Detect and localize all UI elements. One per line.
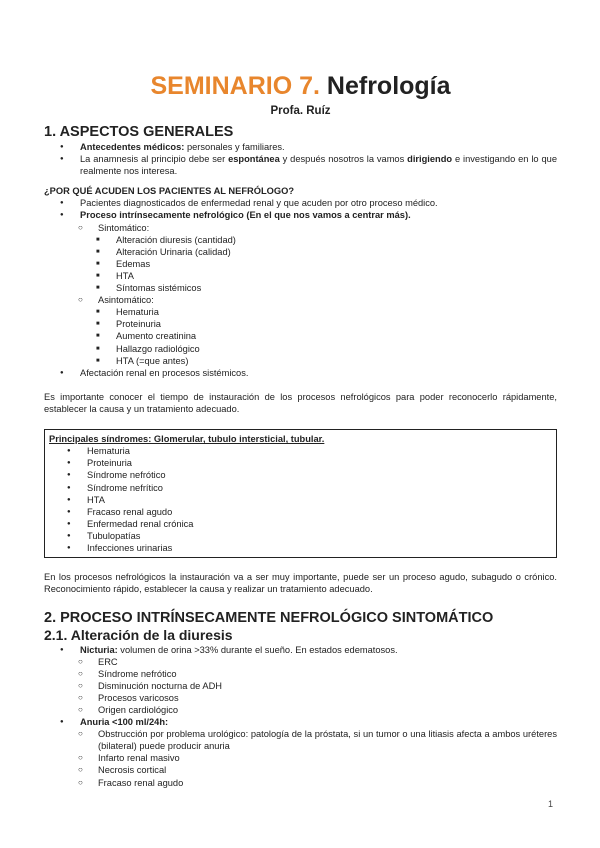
list-item: ● Síndrome nefrótico (49, 469, 552, 481)
list-item: ● La anamnesis al principio debe ser espontánea y después nosotros la vamos dirigiendo e investigando en lo que realmente nos interesa. (44, 153, 557, 177)
list-item: ■ Hematuria (44, 306, 557, 318)
list-item: ○ Fracaso renal agudo (44, 777, 557, 789)
list-item: ● Síndrome nefrítico (49, 482, 552, 494)
general-list (44, 141, 557, 177)
page-number: 1 (548, 799, 554, 809)
list-item: ● Infecciones urinarias (49, 542, 552, 554)
section2-heading: 2. PROCESO INTRÍNSECAMENTE NEFROLÓGICO SINTOMÁTICO (44, 609, 494, 626)
list-item: ■ Alteración Urinaria (calidad) (44, 246, 557, 258)
list-item: ● HTA (49, 494, 552, 506)
syndromes-list (49, 445, 552, 554)
list-item: ■ Síntomas sistémicos (44, 282, 557, 294)
list-item: ■ HTA (=que antes) (44, 355, 557, 367)
subtitle: Profa. Ruíz (270, 105, 331, 117)
title-main: Nefrología (326, 72, 451, 100)
box-title: Principales síndromes: Glomerular, tubulo intersticial, tubular. (49, 434, 325, 445)
section1-heading: 1. ASPECTOS GENERALES (44, 124, 234, 140)
question-heading: ¿POR QUÉ ACUDEN LOS PACIENTES AL NEFRÓLOGO? (44, 186, 294, 197)
list-item: ○ Sintomático: ■ Alteración diuresis (cantidad) ■ Alteración Urinaria (calidad) ■ Edemas ■ HTA ■ Síntomas sistémicos (44, 222, 557, 295)
subsection-heading: 2.1. Alteración de la diuresis (44, 626, 233, 643)
reasons-list (44, 197, 557, 378)
list-item: ○ Necrosis cortical (44, 764, 557, 776)
list-item: ○ Obstrucción por problema urológico: patología de la próstata, si un tumor o una litiasis afecta a ambos uréteres (bilateral) puede producir anuria (44, 728, 557, 752)
list-item: ■ Proteinuria (44, 318, 557, 330)
list-item: ■ Hallazgo radiológico (44, 343, 557, 355)
list-item: ■ HTA (44, 270, 557, 282)
list-item: ○ Procesos varicosos (44, 692, 557, 704)
list-item: ● Fracaso renal agudo (49, 506, 552, 518)
list-item: ○ Infarto renal masivo (44, 752, 557, 764)
list-item: ○ Asintomático: ■ Hematuria ■ Proteinuria ■ Aumento creatinina ■ Hallazgo radiológico ■ HTA (=que antes) (44, 294, 557, 367)
title-prefix: SEMINARIO 7. (150, 72, 320, 100)
list-item: ○ ERC (44, 656, 557, 668)
list-item: ● Pacientes diagnosticados de enfermedad renal y que acuden por otro proceso médico. (44, 197, 557, 209)
list-item: ■ Aumento creatinina (44, 330, 557, 342)
page-title (44, 70, 557, 102)
syndromes-box (44, 429, 557, 558)
paragraph-procesos: En los procesos nefrológicos la instauración va a ser muy importante, puede ser un proceso agudo, subagudo o crónico. Reconocimiento rápido, establecer la causa y realizar un tratamiento adecuado. (44, 572, 557, 595)
list-item: ● Enfermedad renal crónica (49, 518, 552, 530)
list-item: ○ Síndrome nefrótico (44, 668, 557, 680)
list-item: ○ Origen cardiológico (44, 704, 557, 716)
list-item: ● Afectación renal en procesos sistémicos. (44, 367, 557, 379)
list-item: ● Anuria <100 ml/24h: ○ Obstrucción por problema urológico: patología de la próstata, si un tumor o una litiasis afecta a ambos uréteres (bilateral) puede producir anuria ○ Infarto renal masivo ○ Necrosis cortical ○ Fracaso renal agudo (44, 716, 557, 789)
diuresis-list (44, 644, 557, 789)
list-item: ■ Edemas (44, 258, 557, 270)
list-item: ● Proceso intrínsecamente nefrológico (En el que nos vamos a centrar más). ○ Sintomático: ■ Alteración diuresis (cantidad) ■ Alteración Urinaria (calidad) ■ Edemas ■ HTA ■ Síntomas sistémicos ○ Asintomático: ■ Hematuria ■ Proteinuria ■ Aumento creatinina ■ Hallazgo radiológico ■ HTA (=que antes) (44, 209, 557, 366)
paragraph-instauracion: Es importante conocer el tiempo de instauración de los procesos nefrológicos para poder reconocerlo rápidamente, establecer la causa y un tratamiento adecuado. (44, 391, 557, 414)
list-item: ● Antecedentes médicos: personales y familiares. (44, 141, 557, 153)
list-item: ● Tubulopatías (49, 530, 552, 542)
list-item: ● Nicturia: volumen de orina >33% durante el sueño. En estados edematosos. ○ ERC ○ Síndrome nefrótico ○ Disminución nocturna de ADH ○ Procesos varicosos ○ Origen cardiológico (44, 644, 557, 717)
list-item: ○ Disminución nocturna de ADH (44, 680, 557, 692)
list-item: ● Proteinuria (49, 457, 552, 469)
list-item: ● Hematuria (49, 445, 552, 457)
document-page (44, 70, 557, 789)
list-item: ■ Alteración diuresis (cantidad) (44, 234, 557, 246)
